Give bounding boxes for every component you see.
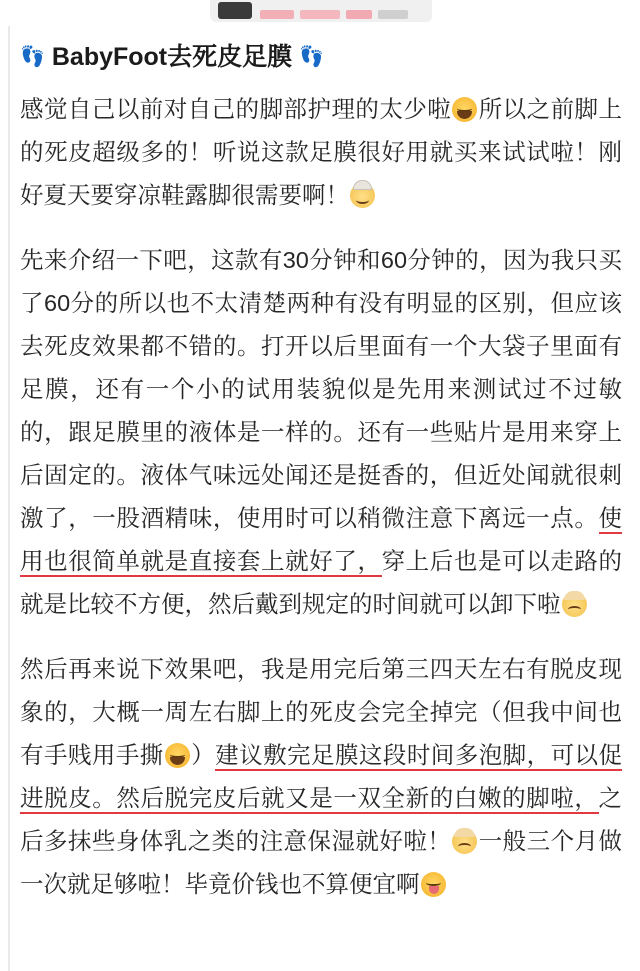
laughing-crying-emoji (452, 97, 477, 122)
p2-text-1: 先来介绍一下吧，这款有30分钟和60分钟的，因为我只买了60分的所以也不太清楚两种有没有明显的区别，但应该去死皮效果都不错的。打开以后里面有一个大袋子里面有足膜，还有一个小的试用装貌似是先用来测试过不过敏的，跟足膜里的液体是一样的。还有一些贴片是用来穿上后固定的。液体气味远处闻还是挺香的，但近处闻就很刺激了，一股酒精味，使用时可以稍微注意下离远一点。 (20, 247, 622, 531)
top-cropped-strip (0, 0, 640, 26)
p2-text-2: 穿上后也是可以走路的就是比较不方便，然后戴到规定的时间就可以卸下啦 (20, 548, 622, 617)
dark-blob-shape (218, 2, 252, 19)
gray-bar-1 (378, 10, 408, 19)
footprints-icon-left: 👣 (20, 46, 45, 68)
p2-underlined-1: 使用也很简单就是直接套上就好了， (20, 505, 622, 577)
paragraph-2 (20, 239, 622, 626)
p3-underlined-1: 建议敷完足膜这段时间多泡脚，可以促进脱皮。然后脱完皮后就又是一双全新的白嫩的脚啦， (20, 742, 622, 814)
tongue-out-emoji (421, 872, 446, 897)
party-popper-emoji (350, 183, 375, 208)
page-title-text: BabyFoot去死皮足膜 (51, 43, 293, 71)
paragraph-1 (20, 88, 622, 217)
shy-face-emoji (562, 592, 587, 617)
p1-text-1: 感觉自己以前对自己的脚部护理的太少啦 (20, 96, 452, 122)
pink-bar-1 (260, 10, 294, 19)
p3-text-3: 之后多抹些身体乳之类的注意保湿就好啦！ (20, 785, 622, 854)
p3-text-4: 一般三个月做一次就足够啦！毕竟价钱也不算便宜啊 (20, 828, 622, 897)
top-strip-content (210, 0, 432, 22)
laughing-crying-emoji-2 (165, 743, 190, 768)
pink-bar-2 (300, 10, 340, 19)
p1-text-2: 所以之前脚上的死皮超级多的！听说这款足膜很好用就买来试试啦！刚好夏天要穿凉鞋露脚很需要啊！ (20, 96, 622, 208)
page-title (20, 40, 622, 74)
p3-text-1: 然后再来说下效果吧，我是用完后第三四天左右有脱皮现象的，大概一周左右脚上的死皮会完全掉完（但我中间也有手贱用手撕 (20, 656, 622, 768)
p3-text-2: ） (190, 742, 216, 768)
paragraph-3 (20, 648, 622, 906)
footprints-icon-right: 👣 (299, 46, 324, 68)
shy-face-emoji-2 (452, 829, 477, 854)
pink-bar-3 (346, 10, 372, 19)
article-page (0, 26, 640, 971)
